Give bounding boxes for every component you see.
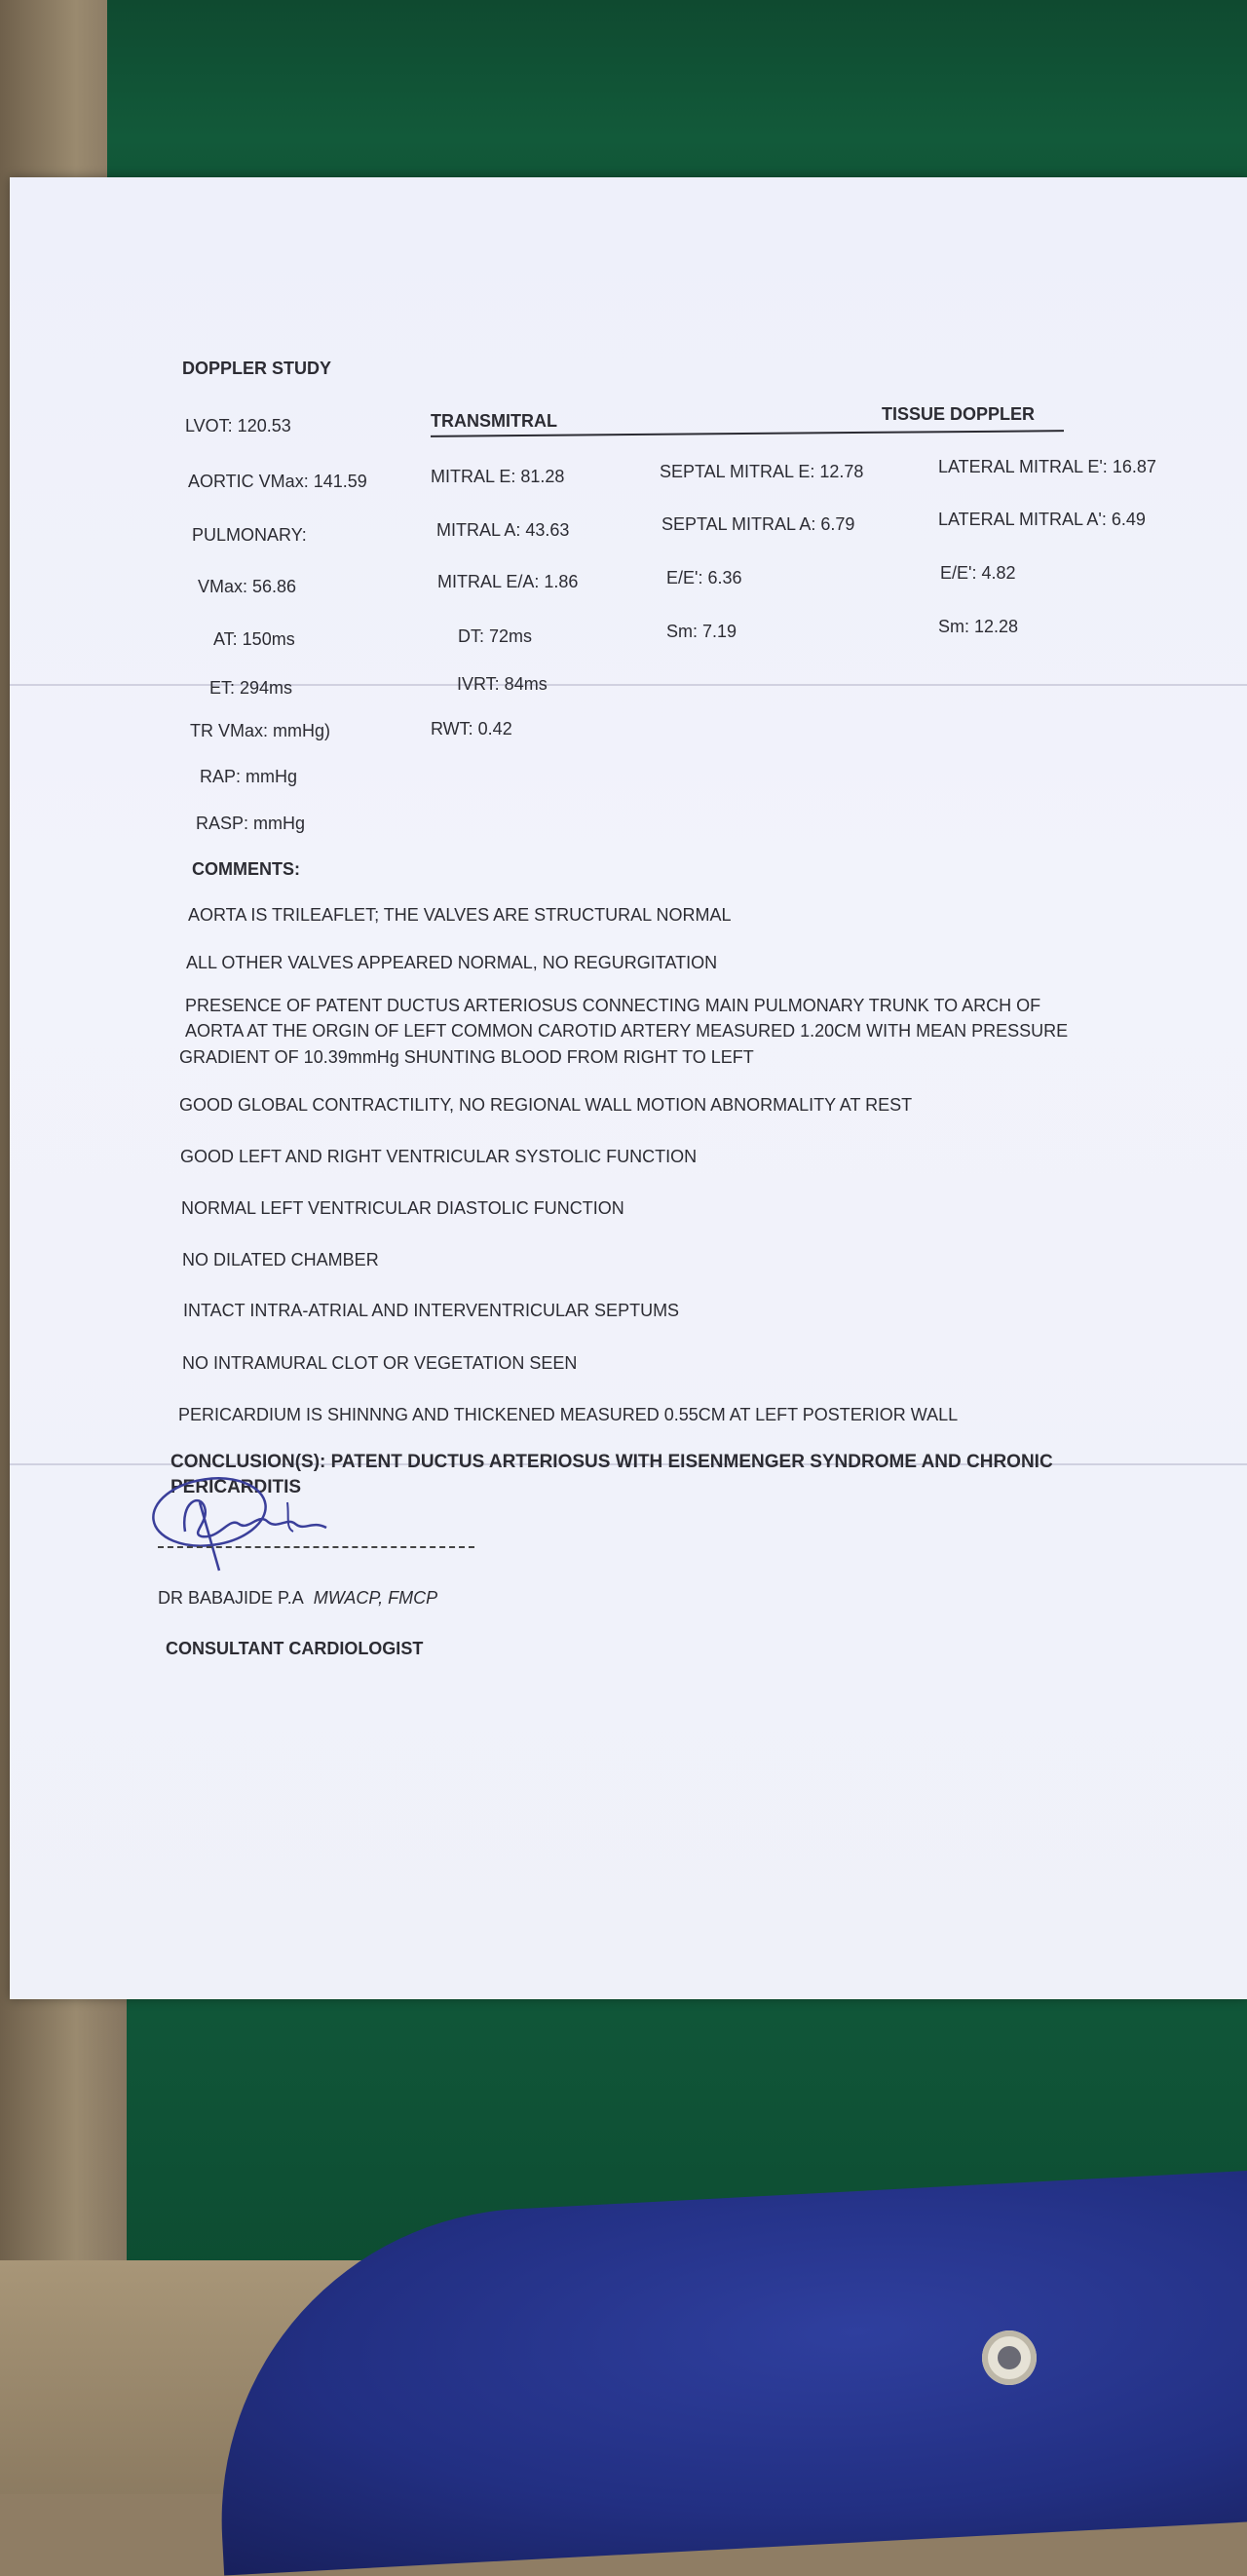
lateral-ee-value: E/E': 4.82 <box>940 563 1016 583</box>
conclusion-line: CONCLUSION(S): PATENT DUCTUS ARTERIOSUS WITH EISENMENGER SYNDROME AND CHRONIC <box>170 1452 1053 1472</box>
grommet-hole <box>998 2346 1021 2369</box>
aortic-vmax-value: AORTIC VMax: 141.59 <box>188 472 367 491</box>
lvot-value: LVOT: 120.53 <box>185 416 291 436</box>
doctor-credentials: MWACP, FMCP <box>313 1588 438 1608</box>
doctor-name-text: DR BABAJIDE P.A <box>158 1588 304 1608</box>
signature-icon <box>141 1463 375 1580</box>
comment-line: NO INTRAMURAL CLOT OR VEGETATION SEEN <box>182 1353 578 1373</box>
pulmonary-label: PULMONARY: <box>192 525 307 545</box>
ivrt-value: IVRT: 84ms <box>457 674 548 694</box>
comment-line: AORTA IS TRILEAFLET; THE VALVES ARE STRUCTURAL NORMAL <box>188 905 732 925</box>
rap-value: RAP: mmHg <box>200 767 298 786</box>
et-value: ET: 294ms <box>209 678 293 698</box>
transmitral-heading: TRANSMITRAL <box>431 411 557 431</box>
tissue-doppler-heading: TISSUE DOPPLER <box>882 404 1036 424</box>
comments-heading: COMMENTS: <box>192 859 300 879</box>
comment-line: ALL OTHER VALVES APPEARED NORMAL, NO REGURGITATION <box>186 953 718 972</box>
comment-line: INTACT INTRA-ATRIAL AND INTERVENTRICULAR SEPTUMS <box>183 1301 680 1320</box>
mitral-ea-value: MITRAL E/A: 1.86 <box>437 572 579 591</box>
comment-line: AORTA AT THE ORGIN OF LEFT COMMON CAROTID ARTERY MEASURED 1.20CM WITH MEAN PRESSURE <box>185 1021 1069 1041</box>
comment-line: NORMAL LEFT VENTRICULAR DIASTOLIC FUNCTION <box>181 1198 624 1218</box>
at-value: AT: 150ms <box>213 629 295 649</box>
rasp-value: RASP: mmHg <box>196 814 306 833</box>
comment-line: NO DILATED CHAMBER <box>182 1250 379 1269</box>
dt-value: DT: 72ms <box>458 626 533 646</box>
conclusion-line: PERICARDITIS <box>170 1477 302 1497</box>
comment-line: GRADIENT OF 10.39mmHg SHUNTING BLOOD FROM RIGHT TO LEFT <box>179 1047 754 1067</box>
paper-fold <box>10 684 1247 686</box>
report-title: DOPPLER STUDY <box>182 359 332 378</box>
rwt-value: RWT: 0.42 <box>431 719 512 739</box>
septal-mitral-e-value: SEPTAL MITRAL E: 12.78 <box>660 462 864 481</box>
comment-line: GOOD LEFT AND RIGHT VENTRICULAR SYSTOLIC FUNCTION <box>180 1147 698 1166</box>
pulmonary-vmax-value: VMax: 56.86 <box>198 577 297 596</box>
comment-line: GOOD GLOBAL CONTRACTILITY, NO REGIONAL WALL MOTION ABNORMALITY AT REST <box>179 1095 913 1115</box>
mitral-e-value: MITRAL E: 81.28 <box>431 467 565 486</box>
report-paper <box>10 177 1247 1999</box>
septal-ee-value: E/E': 6.36 <box>666 568 742 587</box>
lateral-sm-value: Sm: 12.28 <box>938 617 1019 636</box>
lateral-mitral-a-value: LATERAL MITRAL A': 6.49 <box>938 510 1146 529</box>
doctor-name <box>158 1588 437 1609</box>
comment-line: PRESENCE OF PATENT DUCTUS ARTERIOSUS CONNECTING MAIN PULMONARY TRUNK TO ARCH OF <box>185 996 1041 1015</box>
doctor-title: CONSULTANT CARDIOLOGIST <box>166 1639 424 1658</box>
lateral-mitral-e-value: LATERAL MITRAL E': 16.87 <box>938 457 1156 476</box>
comment-line: PERICARDIUM IS SHINNNG AND THICKENED MEASURED 0.55CM AT LEFT POSTERIOR WALL <box>178 1405 959 1424</box>
tr-vmax-value: TR VMax: mmHg) <box>190 721 330 740</box>
septal-sm-value: Sm: 7.19 <box>666 622 737 641</box>
septal-mitral-a-value: SEPTAL MITRAL A: 6.79 <box>661 514 855 534</box>
mitral-a-value: MITRAL A: 43.63 <box>436 520 570 540</box>
signature-line <box>158 1546 474 1548</box>
